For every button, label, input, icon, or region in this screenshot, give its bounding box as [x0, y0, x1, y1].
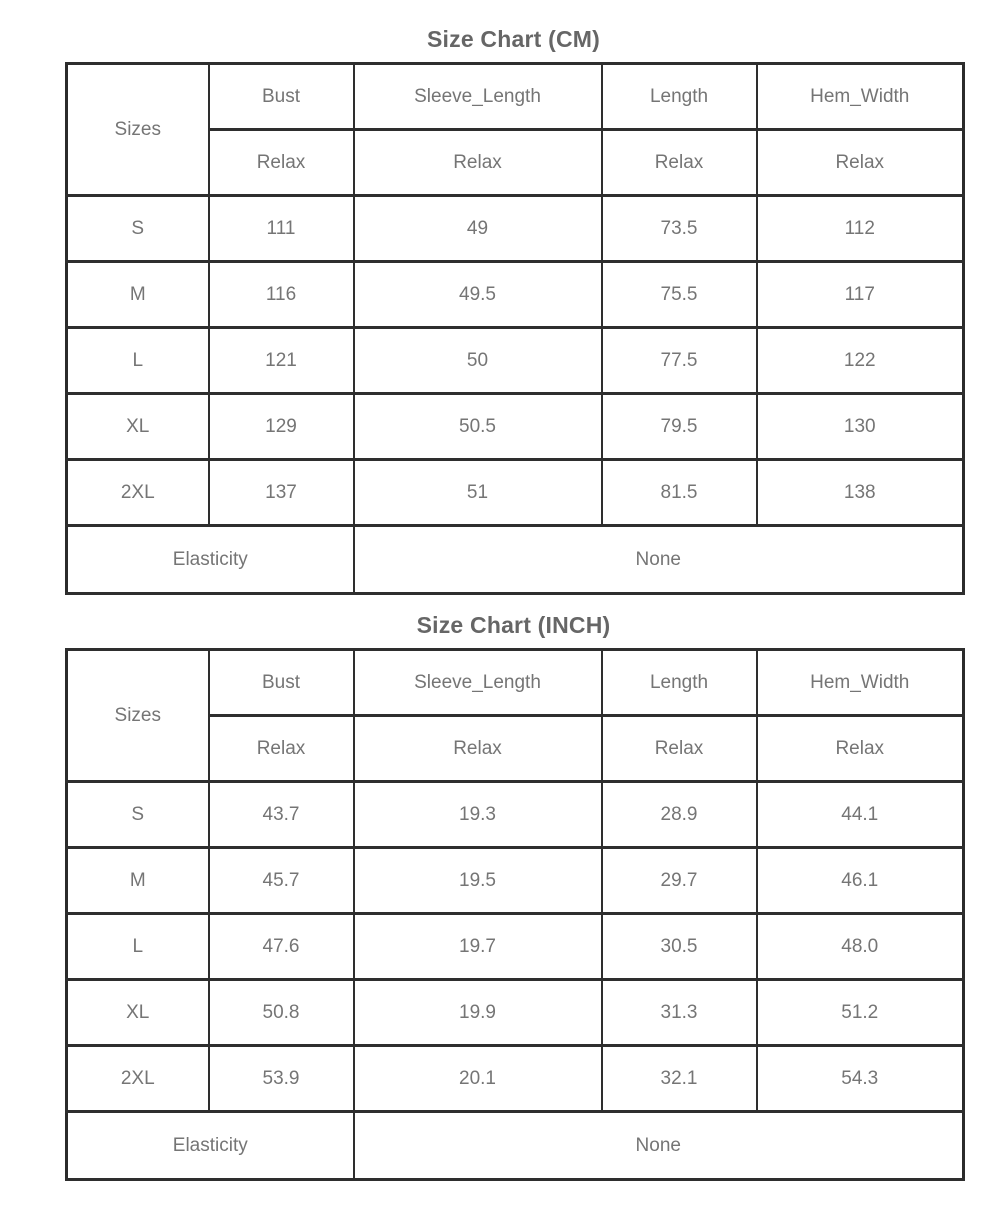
column-header-hem-width: Hem_Width: [757, 64, 964, 130]
table-cell: 81.5: [602, 460, 757, 526]
sizes-header-cell: Sizes: [67, 650, 209, 782]
table-row-l: [67, 914, 964, 980]
table-row-xl: [67, 980, 964, 1046]
table-cell: 19.3: [354, 782, 602, 848]
table-cell: 73.5: [602, 196, 757, 262]
fit-cell-sleeve-length: Relax: [354, 130, 602, 196]
table-cell: 138: [757, 460, 964, 526]
size-label: 2XL: [67, 460, 209, 526]
table-cell: 19.9: [354, 980, 602, 1046]
fit-cell-hem-width: Relax: [757, 716, 964, 782]
elasticity-value-cell: None: [354, 1112, 964, 1180]
table-cell: 30.5: [602, 914, 757, 980]
fit-cell-length: Relax: [602, 716, 757, 782]
table-cell: 117: [757, 262, 964, 328]
size-label: L: [67, 914, 209, 980]
size-chart-cm-section: [65, 26, 962, 595]
fit-cell-sleeve-length: Relax: [354, 716, 602, 782]
fit-cell-bust: Relax: [209, 130, 354, 196]
size-label: L: [67, 328, 209, 394]
table-cell: 43.7: [209, 782, 354, 848]
table-cell: 54.3: [757, 1046, 964, 1112]
table-cell: 51: [354, 460, 602, 526]
table-cell: 48.0: [757, 914, 964, 980]
table-cell: 122: [757, 328, 964, 394]
table-cell: 121: [209, 328, 354, 394]
size-label: XL: [67, 980, 209, 1046]
table-cell: 31.3: [602, 980, 757, 1046]
sizes-header-cell: Sizes: [67, 64, 209, 196]
table-row-2xl: [67, 1046, 964, 1112]
fit-cell-hem-width: Relax: [757, 130, 964, 196]
table-cell: 129: [209, 394, 354, 460]
column-header-sleeve-length: Sleeve_Length: [354, 650, 602, 716]
table-cell: 20.1: [354, 1046, 602, 1112]
elasticity-label-cell: Elasticity: [67, 526, 354, 594]
table-row-l: [67, 328, 964, 394]
size-label: S: [67, 782, 209, 848]
table-cell: 112: [757, 196, 964, 262]
column-header-bust: Bust: [209, 650, 354, 716]
table-cell: 137: [209, 460, 354, 526]
table-cell: 79.5: [602, 394, 757, 460]
table-cell: 19.7: [354, 914, 602, 980]
size-chart-inch-title: Size Chart (INCH): [416, 612, 611, 638]
size-chart-cm-title: Size Chart (CM): [427, 26, 600, 52]
size-label: S: [67, 196, 209, 262]
size-label: M: [67, 848, 209, 914]
size-label: XL: [67, 394, 209, 460]
table-row-s: [67, 196, 964, 262]
table-cell: 111: [209, 196, 354, 262]
size-chart-inch-table: [65, 648, 965, 1181]
table-cell: 45.7: [209, 848, 354, 914]
table-cell: 49.5: [354, 262, 602, 328]
column-header-length: Length: [602, 650, 757, 716]
table-cell: 47.6: [209, 914, 354, 980]
size-label: 2XL: [67, 1046, 209, 1112]
table-cell: 51.2: [757, 980, 964, 1046]
table-cell: 116: [209, 262, 354, 328]
table-cell: 46.1: [757, 848, 964, 914]
table-cell: 50: [354, 328, 602, 394]
table-cell: 50.5: [354, 394, 602, 460]
column-header-sleeve-length: Sleeve_Length: [354, 64, 602, 130]
table-cell: 50.8: [209, 980, 354, 1046]
header-row-measurements: [67, 64, 964, 130]
column-header-hem-width: Hem_Width: [757, 650, 964, 716]
header-row-measurements: [67, 650, 964, 716]
column-header-bust: Bust: [209, 64, 354, 130]
table-row-xl: [67, 394, 964, 460]
table-cell: 75.5: [602, 262, 757, 328]
table-cell: 77.5: [602, 328, 757, 394]
table-cell: 53.9: [209, 1046, 354, 1112]
table-cell: 130: [757, 394, 964, 460]
table-cell: 19.5: [354, 848, 602, 914]
elasticity-label-cell: Elasticity: [67, 1112, 354, 1180]
column-header-length: Length: [602, 64, 757, 130]
table-row-2xl: [67, 460, 964, 526]
fit-cell-bust: Relax: [209, 716, 354, 782]
size-chart-inch-section: [65, 612, 962, 1181]
size-chart-cm-table: [65, 62, 965, 595]
table-cell: 28.9: [602, 782, 757, 848]
table-row-s: [67, 782, 964, 848]
table-cell: 44.1: [757, 782, 964, 848]
elasticity-value-cell: None: [354, 526, 964, 594]
elasticity-row: [67, 526, 964, 594]
table-cell: 29.7: [602, 848, 757, 914]
table-row-m: [67, 262, 964, 328]
fit-cell-length: Relax: [602, 130, 757, 196]
table-row-m: [67, 848, 964, 914]
size-label: M: [67, 262, 209, 328]
elasticity-row: [67, 1112, 964, 1180]
table-cell: 49: [354, 196, 602, 262]
table-cell: 32.1: [602, 1046, 757, 1112]
